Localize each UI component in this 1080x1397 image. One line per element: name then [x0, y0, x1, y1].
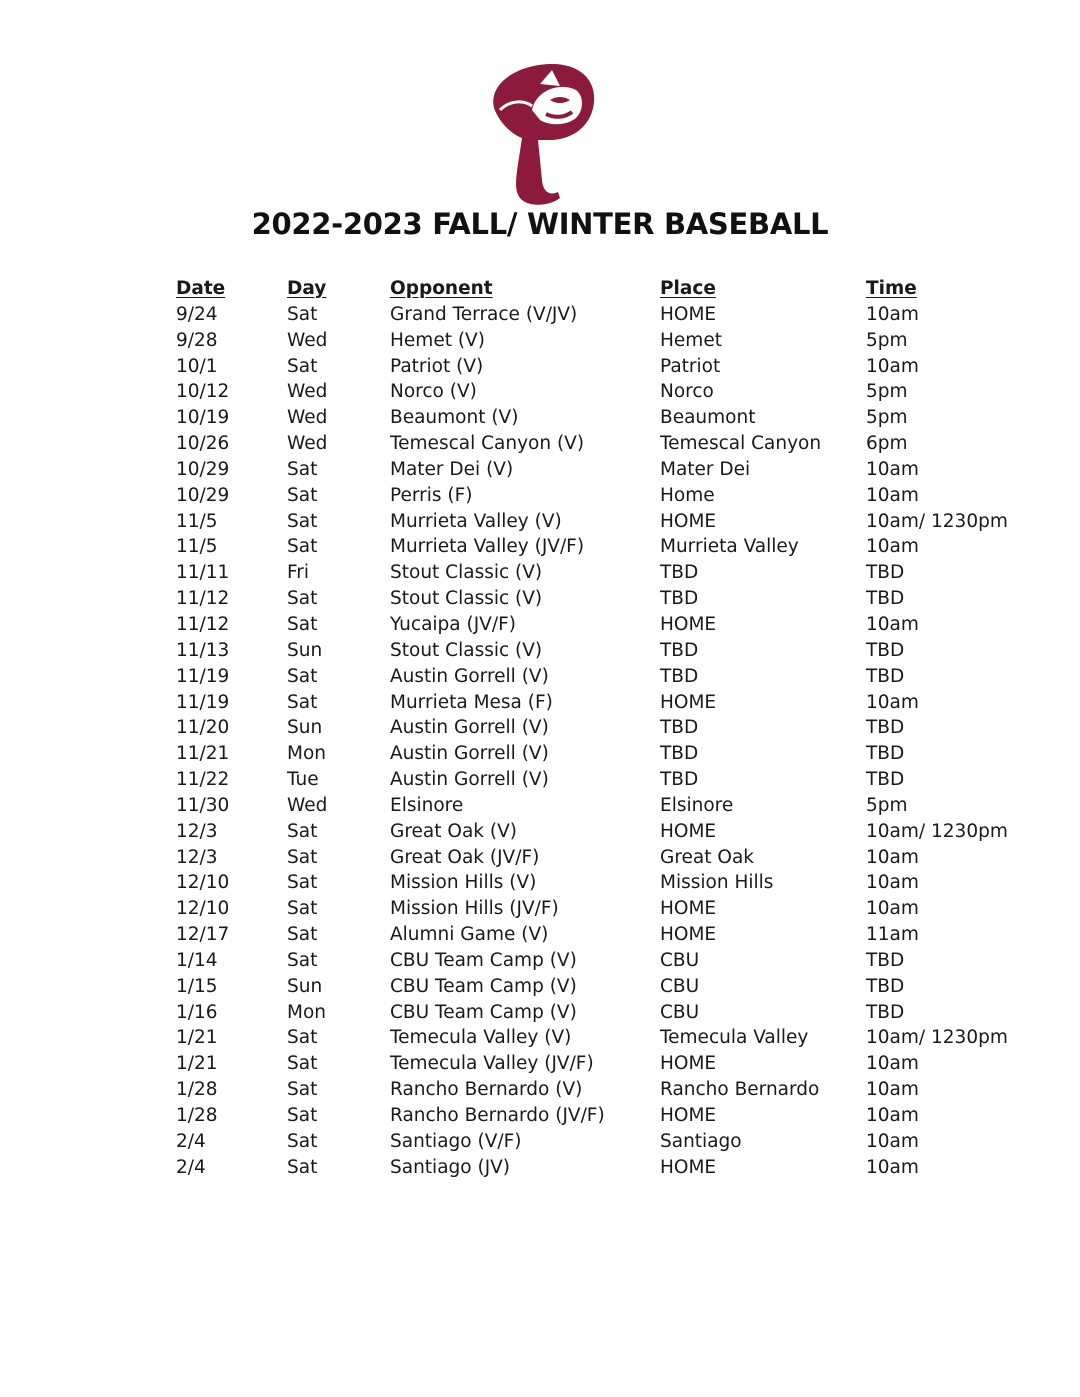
game-day: Tue: [287, 769, 319, 791]
table-row: [176, 819, 1036, 845]
game-opponent: Grand Terrace (V/JV): [390, 303, 578, 325]
game-day: Sun: [287, 975, 323, 997]
game-day: Sat: [287, 898, 318, 920]
game-opponent: Mater Dei (V): [390, 458, 514, 480]
game-time: 10am: [866, 1156, 919, 1178]
team-p-logo-icon: [480, 60, 600, 210]
game-place: TBD: [660, 562, 699, 584]
table-row: [176, 302, 1036, 328]
game-opponent: Beaumont (V): [390, 407, 519, 429]
game-day: Sat: [287, 665, 318, 687]
table-row: [176, 354, 1036, 380]
game-date: 11/13: [176, 639, 230, 661]
game-time: 10am: [866, 458, 919, 480]
game-day: Sat: [287, 613, 318, 635]
game-opponent: Rancho Bernardo (V): [390, 1079, 583, 1101]
table-row: [176, 793, 1036, 819]
game-time: 5pm: [866, 381, 908, 403]
game-day: Sat: [287, 536, 318, 558]
table-row: [176, 664, 1036, 690]
game-date: 1/16: [176, 1001, 218, 1023]
game-time: TBD: [866, 588, 905, 610]
game-date: 11/30: [176, 794, 230, 816]
game-place: HOME: [660, 613, 717, 635]
game-time: TBD: [866, 769, 905, 791]
game-time: 10am: [866, 536, 919, 558]
game-opponent: Patriot (V): [390, 355, 484, 377]
table-row: [176, 948, 1036, 974]
game-place: TBD: [660, 588, 699, 610]
game-place: Home: [660, 484, 715, 506]
table-row: [176, 379, 1036, 405]
game-date: 12/3: [176, 820, 218, 842]
game-place: TBD: [660, 639, 699, 661]
game-time: 10am: [866, 872, 919, 894]
game-place: HOME: [660, 1105, 717, 1126]
game-opponent: Austin Gorrell (V): [390, 717, 549, 739]
game-date: 10/26: [176, 433, 230, 455]
table-row: [176, 896, 1036, 922]
game-day: Sat: [287, 846, 318, 868]
game-opponent: Temecula Valley (JV/F): [390, 1053, 594, 1075]
table-row: [176, 534, 1036, 560]
header-opponent: Opponent: [390, 278, 493, 299]
table-row: [176, 1000, 1036, 1026]
game-place: Elsinore: [660, 794, 734, 816]
game-time: 10am: [866, 691, 919, 713]
game-opponent: Great Oak (V): [390, 820, 517, 842]
game-date: 11/19: [176, 691, 230, 713]
game-day: Sat: [287, 1027, 318, 1049]
game-place: Patriot: [660, 355, 721, 377]
game-day: Sun: [287, 717, 323, 739]
game-date: 11/22: [176, 769, 230, 791]
table-row: [176, 638, 1036, 664]
game-day: Sat: [287, 355, 318, 377]
game-date: 1/15: [176, 975, 218, 997]
game-date: 1/21: [176, 1027, 218, 1049]
game-time: 10am: [866, 1053, 919, 1075]
schedule-title: 2022-2023 FALL/ WINTER BASEBALL: [251, 207, 829, 241]
table-row: [176, 1129, 1036, 1155]
game-place: Temecula Valley: [660, 1027, 809, 1049]
header-day: Day: [287, 278, 327, 299]
game-opponent: Murrieta Mesa (F): [390, 691, 553, 713]
game-day: Sat: [287, 1130, 318, 1152]
schedule-table: [176, 276, 1036, 1181]
game-day: Sat: [287, 924, 318, 946]
game-day: Wed: [287, 794, 328, 816]
game-date: 1/28: [176, 1105, 218, 1126]
game-day: Sat: [287, 1105, 318, 1126]
game-time: TBD: [866, 743, 905, 765]
game-time: 10am: [866, 303, 919, 325]
header-date: Date: [176, 278, 226, 299]
game-time: TBD: [866, 639, 905, 661]
game-time: 10am: [866, 613, 919, 635]
game-date: 10/12: [176, 381, 230, 403]
game-opponent: Murrieta Valley (V): [390, 510, 562, 532]
game-opponent: Temescal Canyon (V): [390, 433, 585, 455]
game-opponent: Perris (F): [390, 484, 473, 506]
game-place: TBD: [660, 743, 699, 765]
table-row: [176, 405, 1036, 431]
game-day: Sat: [287, 458, 318, 480]
game-day: Sun: [287, 639, 323, 661]
game-place: Norco: [660, 381, 714, 403]
header-place: Place: [660, 278, 716, 299]
game-place: Beaumont: [660, 407, 756, 429]
game-date: 1/21: [176, 1053, 218, 1075]
game-day: Wed: [287, 407, 328, 429]
game-day: Sat: [287, 1079, 318, 1101]
game-time: 5pm: [866, 329, 908, 351]
table-row: [176, 1077, 1036, 1103]
table-row: [176, 1155, 1036, 1181]
game-day: Sat: [287, 872, 318, 894]
game-time: 10am: [866, 1079, 919, 1101]
game-date: 11/19: [176, 665, 230, 687]
game-day: Sat: [287, 820, 318, 842]
table-row: [176, 974, 1036, 1000]
game-date: 11/5: [176, 536, 218, 558]
game-time: 10am/ 1230pm: [866, 510, 1008, 532]
table-row: [176, 328, 1036, 354]
game-date: 12/10: [176, 872, 230, 894]
game-opponent: Murrieta Valley (JV/F): [390, 536, 585, 558]
game-opponent: Austin Gorrell (V): [390, 665, 549, 687]
table-row: [176, 690, 1036, 716]
game-time: 10am: [866, 355, 919, 377]
game-time: 10am: [866, 898, 919, 920]
game-date: 9/28: [176, 329, 218, 351]
game-place: Murrieta Valley: [660, 536, 799, 558]
game-opponent: Austin Gorrell (V): [390, 769, 549, 791]
game-place: Santiago: [660, 1130, 742, 1152]
game-day: Sat: [287, 1156, 318, 1178]
table-row: [176, 509, 1036, 535]
game-time: 5pm: [866, 794, 908, 816]
game-place: Mission Hills: [660, 872, 774, 894]
table-row: [176, 586, 1036, 612]
game-day: Sat: [287, 691, 318, 713]
game-date: 11/21: [176, 743, 230, 765]
game-place: HOME: [660, 820, 717, 842]
table-row: [176, 1103, 1036, 1129]
game-date: 2/4: [176, 1156, 206, 1178]
table-row: [176, 612, 1036, 638]
game-place: CBU: [660, 949, 700, 971]
game-day: Sat: [287, 1053, 318, 1075]
game-time: 5pm: [866, 407, 908, 429]
table-row: [176, 560, 1036, 586]
game-time: TBD: [866, 949, 905, 971]
table-row: [176, 483, 1036, 509]
game-opponent: Temecula Valley (V): [390, 1027, 572, 1049]
game-day: Mon: [287, 1001, 327, 1023]
table-row: [176, 431, 1036, 457]
game-date: 10/19: [176, 407, 230, 429]
game-opponent: Alumni Game (V): [390, 924, 549, 946]
table-row: [176, 741, 1036, 767]
game-day: Sat: [287, 588, 318, 610]
game-time: TBD: [866, 665, 905, 687]
game-place: CBU: [660, 975, 700, 997]
table-row: [176, 457, 1036, 483]
game-date: 12/3: [176, 846, 218, 868]
game-time: 10am: [866, 846, 919, 868]
table-row: [176, 870, 1036, 896]
game-place: HOME: [660, 924, 717, 946]
table-row: [176, 715, 1036, 741]
game-place: HOME: [660, 510, 717, 532]
game-opponent: Norco (V): [390, 381, 477, 403]
game-time: 10am: [866, 484, 919, 506]
game-opponent: Rancho Bernardo (JV/F): [390, 1105, 605, 1126]
game-place: HOME: [660, 1053, 717, 1075]
game-opponent: CBU Team Camp (V): [390, 975, 577, 997]
game-place: TBD: [660, 717, 699, 739]
game-place: HOME: [660, 303, 717, 325]
game-place: TBD: [660, 769, 699, 791]
game-time: 10am: [866, 1130, 919, 1152]
game-date: 10/1: [176, 355, 218, 377]
game-date: 9/24: [176, 303, 218, 325]
game-opponent: Santiago (JV): [390, 1156, 511, 1178]
game-place: Hemet: [660, 329, 722, 351]
game-date: 2/4: [176, 1130, 206, 1152]
game-opponent: Austin Gorrell (V): [390, 743, 549, 765]
table-row: [176, 845, 1036, 871]
game-opponent: CBU Team Camp (V): [390, 949, 577, 971]
game-opponent: CBU Team Camp (V): [390, 1001, 577, 1023]
game-opponent: Mission Hills (JV/F): [390, 898, 559, 920]
game-date: 11/12: [176, 588, 230, 610]
game-day: Sat: [287, 484, 318, 506]
game-date: 12/10: [176, 898, 230, 920]
game-time: 10am: [866, 1105, 919, 1126]
game-time: 10am/ 1230pm: [866, 1027, 1008, 1049]
game-time: 11am: [866, 924, 919, 946]
game-date: 11/12: [176, 613, 230, 635]
game-day: Wed: [287, 329, 328, 351]
game-time: TBD: [866, 717, 905, 739]
game-date: 11/11: [176, 562, 230, 584]
game-time: TBD: [866, 975, 905, 997]
game-place: Rancho Bernardo: [660, 1079, 820, 1101]
game-day: Mon: [287, 743, 327, 765]
game-place: Great Oak: [660, 846, 754, 868]
game-time: TBD: [866, 562, 905, 584]
game-opponent: Great Oak (JV/F): [390, 846, 540, 868]
game-opponent: Elsinore: [390, 794, 464, 816]
game-day: Sat: [287, 303, 318, 325]
game-day: Sat: [287, 510, 318, 532]
table-row: [176, 922, 1036, 948]
game-time: 10am/ 1230pm: [866, 820, 1008, 842]
game-opponent: Stout Classic (V): [390, 562, 543, 584]
game-opponent: Stout Classic (V): [390, 639, 543, 661]
game-opponent: Yucaipa (JV/F): [390, 613, 516, 635]
game-day: Fri: [287, 562, 310, 584]
header-time: Time: [866, 278, 917, 299]
game-date: 10/29: [176, 458, 230, 480]
table-row: [176, 767, 1036, 793]
game-date: 11/20: [176, 717, 230, 739]
game-place: HOME: [660, 1156, 717, 1178]
table-header-row: [176, 276, 1036, 302]
game-time: 6pm: [866, 433, 908, 455]
table-row: [176, 1025, 1036, 1051]
table-body: [176, 302, 1036, 1181]
game-place: Temescal Canyon: [660, 433, 822, 455]
game-place: HOME: [660, 691, 717, 713]
game-place: HOME: [660, 898, 717, 920]
game-opponent: Stout Classic (V): [390, 588, 543, 610]
game-opponent: Santiago (V/F): [390, 1130, 522, 1152]
game-place: Mater Dei: [660, 458, 751, 480]
game-place: CBU: [660, 1001, 700, 1023]
game-date: 12/17: [176, 924, 230, 946]
game-date: 1/28: [176, 1079, 218, 1101]
game-day: Wed: [287, 433, 328, 455]
game-place: TBD: [660, 665, 699, 687]
table-row: [176, 1051, 1036, 1077]
game-date: 11/5: [176, 510, 218, 532]
logo-p-shape: [493, 64, 594, 205]
game-date: 1/14: [176, 949, 218, 971]
game-day: Sat: [287, 949, 318, 971]
game-day: Wed: [287, 381, 328, 403]
game-time: TBD: [866, 1001, 905, 1023]
game-date: 10/29: [176, 484, 230, 506]
game-opponent: Mission Hills (V): [390, 872, 537, 894]
game-opponent: Hemet (V): [390, 329, 485, 351]
